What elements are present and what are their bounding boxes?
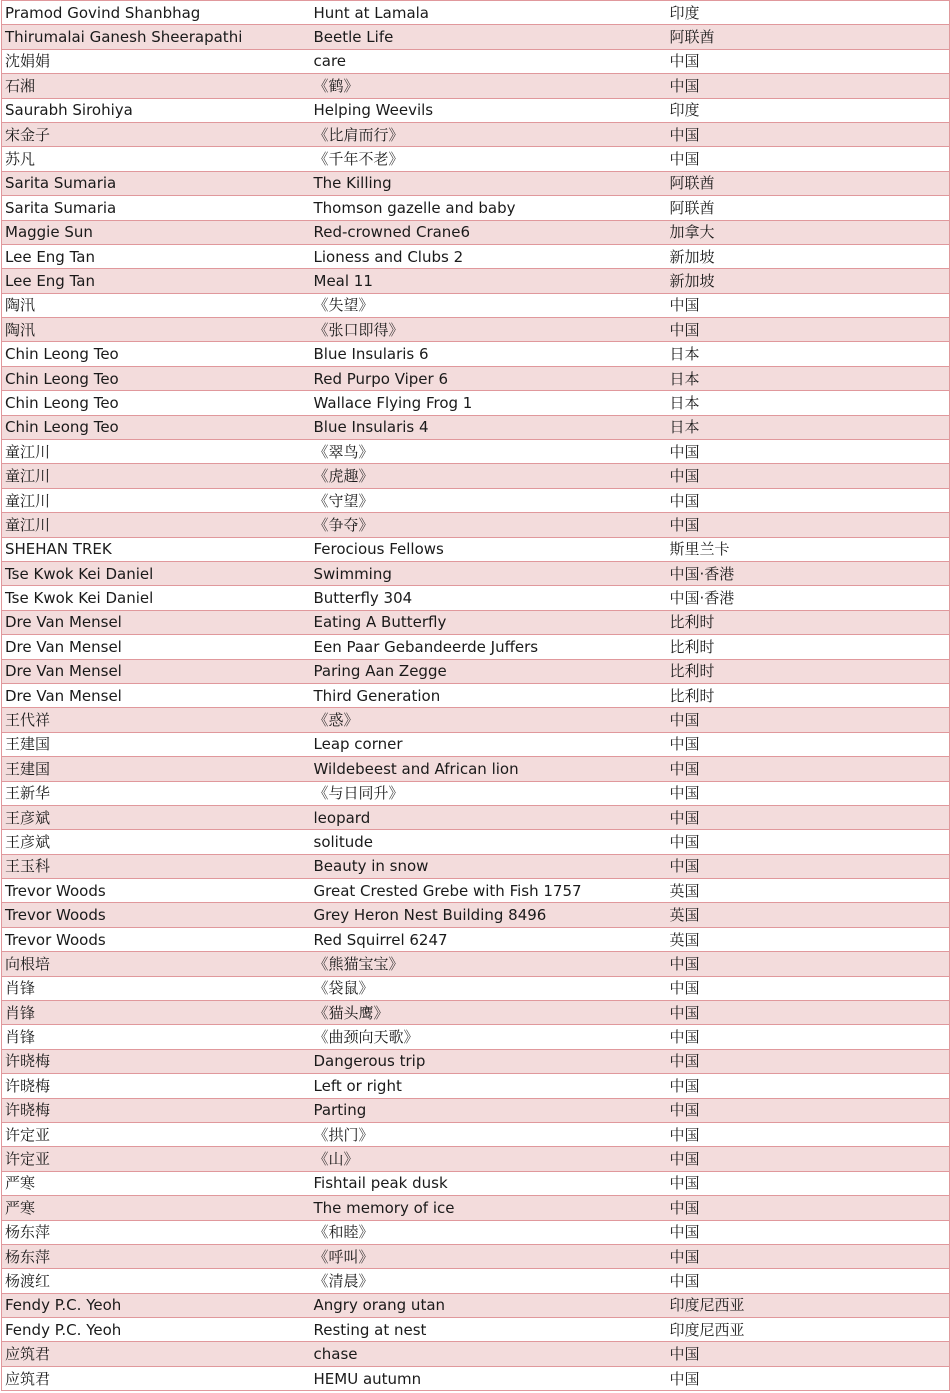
table-row: [2, 1, 950, 25]
work-title-cell: 《袋鼠》: [311, 976, 667, 1000]
photographer-cell: Chin Leong Teo: [2, 342, 311, 366]
table-row: [2, 1220, 950, 1244]
country-cell: 中国: [667, 1074, 950, 1098]
country-cell: 印度尼西亚: [667, 1293, 950, 1317]
table-row: [2, 952, 950, 976]
photographer-cell: Trevor Woods: [2, 903, 311, 927]
table-row: [2, 318, 950, 342]
work-title-cell: Left or right: [311, 1074, 667, 1098]
work-title-cell: 《比肩而行》: [311, 122, 667, 146]
table-row: [2, 244, 950, 268]
photographer-cell: 应筑君: [2, 1366, 311, 1390]
table-row: [2, 1342, 950, 1366]
table-row: [2, 976, 950, 1000]
table-row: [2, 1366, 950, 1390]
photographer-cell: 王玉科: [2, 854, 311, 878]
work-title-cell: Parting: [311, 1098, 667, 1122]
work-title-cell: Great Crested Grebe with Fish 1757: [311, 879, 667, 903]
table-row: [2, 781, 950, 805]
photographer-cell: 许定亚: [2, 1122, 311, 1146]
work-title-cell: Third Generation: [311, 683, 667, 707]
country-cell: 中国: [667, 1171, 950, 1195]
table-row: [2, 757, 950, 781]
photographer-cell: SHEHAN TREK: [2, 537, 311, 561]
work-title-cell: Butterfly 304: [311, 586, 667, 610]
country-cell: 新加坡: [667, 269, 950, 293]
country-cell: 中国: [667, 318, 950, 342]
table-row: [2, 1001, 950, 1025]
table-row: [2, 1098, 950, 1122]
country-cell: 印度: [667, 1, 950, 25]
country-cell: 中国: [667, 49, 950, 73]
table-row: [2, 1147, 950, 1171]
work-title-cell: 《张口即得》: [311, 318, 667, 342]
work-title-cell: Beauty in snow: [311, 854, 667, 878]
photographer-cell: 肖锋: [2, 1025, 311, 1049]
table-row: [2, 708, 950, 732]
photographer-cell: Lee Eng Tan: [2, 269, 311, 293]
work-title-cell: Wildebeest and African lion: [311, 757, 667, 781]
work-title-cell: Meal 11: [311, 269, 667, 293]
country-cell: 中国: [667, 440, 950, 464]
photographer-cell: 肖锋: [2, 1001, 311, 1025]
work-title-cell: Eating A Butterfly: [311, 610, 667, 634]
table-row: [2, 415, 950, 439]
table-row: [2, 854, 950, 878]
country-cell: 中国: [667, 1025, 950, 1049]
photographer-cell: 童江川: [2, 513, 311, 537]
country-cell: 比利时: [667, 659, 950, 683]
country-cell: 中国: [667, 1244, 950, 1268]
photographer-cell: Thirumalai Ganesh Sheerapathi: [2, 25, 311, 49]
work-title-cell: 《猫头鹰》: [311, 1001, 667, 1025]
work-title-cell: 《失望》: [311, 293, 667, 317]
country-cell: 中国·香港: [667, 561, 950, 585]
work-title-cell: 《守望》: [311, 488, 667, 512]
work-title-cell: 《与日同升》: [311, 781, 667, 805]
photographer-cell: Dre Van Mensel: [2, 610, 311, 634]
country-cell: 日本: [667, 342, 950, 366]
work-title-cell: Resting at nest: [311, 1318, 667, 1342]
country-cell: 新加坡: [667, 244, 950, 268]
photographer-cell: 宋金子: [2, 122, 311, 146]
work-title-cell: Een Paar Gebandeerde Juffers: [311, 635, 667, 659]
table-row: [2, 683, 950, 707]
work-title-cell: Leap corner: [311, 732, 667, 756]
work-title-cell: 《千年不老》: [311, 147, 667, 171]
work-title-cell: 《鹤》: [311, 74, 667, 98]
photographer-cell: Dre Van Mensel: [2, 683, 311, 707]
table-row: [2, 879, 950, 903]
table-row: [2, 391, 950, 415]
country-cell: 阿联酋: [667, 196, 950, 220]
work-title-cell: Paring Aan Zegge: [311, 659, 667, 683]
work-title-cell: 《争夺》: [311, 513, 667, 537]
work-title-cell: 《惑》: [311, 708, 667, 732]
work-title-cell: 《呼叫》: [311, 1244, 667, 1268]
photographer-cell: 王建国: [2, 732, 311, 756]
photographer-cell: Chin Leong Teo: [2, 415, 311, 439]
table-row: [2, 147, 950, 171]
table-row: [2, 1244, 950, 1268]
photographer-cell: 王建国: [2, 757, 311, 781]
work-title-cell: Blue Insularis 6: [311, 342, 667, 366]
country-cell: 中国: [667, 513, 950, 537]
work-title-cell: Dangerous trip: [311, 1049, 667, 1073]
country-cell: 中国: [667, 854, 950, 878]
country-cell: 英国: [667, 879, 950, 903]
table-row: [2, 1049, 950, 1073]
country-cell: 印度尼西亚: [667, 1318, 950, 1342]
country-cell: 英国: [667, 903, 950, 927]
table-row: [2, 561, 950, 585]
table-row: [2, 1074, 950, 1098]
work-title-cell: HEMU autumn: [311, 1366, 667, 1390]
photographer-cell: 王代祥: [2, 708, 311, 732]
table-row: [2, 805, 950, 829]
country-cell: 中国: [667, 1342, 950, 1366]
country-cell: 中国: [667, 1147, 950, 1171]
photographer-cell: Trevor Woods: [2, 927, 311, 951]
work-title-cell: 《熊猫宝宝》: [311, 952, 667, 976]
photographer-cell: 肖锋: [2, 976, 311, 1000]
table-row: [2, 25, 950, 49]
photographer-cell: 严寒: [2, 1196, 311, 1220]
photographer-cell: 许定亚: [2, 1147, 311, 1171]
photographer-cell: Sarita Sumaria: [2, 171, 311, 195]
table-row: [2, 98, 950, 122]
table-row: [2, 1171, 950, 1195]
country-cell: 中国: [667, 1269, 950, 1293]
work-title-cell: 《拱门》: [311, 1122, 667, 1146]
photographer-cell: Lee Eng Tan: [2, 244, 311, 268]
photographer-cell: Chin Leong Teo: [2, 366, 311, 390]
country-cell: 中国: [667, 781, 950, 805]
country-cell: 中国: [667, 488, 950, 512]
work-title-cell: Thomson gazelle and baby: [311, 196, 667, 220]
table-row: [2, 830, 950, 854]
work-title-cell: leopard: [311, 805, 667, 829]
table-row: [2, 49, 950, 73]
work-title-cell: Beetle Life: [311, 25, 667, 49]
work-title-cell: Blue Insularis 4: [311, 415, 667, 439]
country-cell: 比利时: [667, 683, 950, 707]
photographer-cell: 杨渡红: [2, 1269, 311, 1293]
photographer-cell: 童江川: [2, 488, 311, 512]
table-row: [2, 732, 950, 756]
photographer-cell: 应筑君: [2, 1342, 311, 1366]
country-cell: 阿联酋: [667, 171, 950, 195]
photographer-cell: 王彦斌: [2, 830, 311, 854]
country-cell: 中国: [667, 952, 950, 976]
table-row: [2, 635, 950, 659]
work-title-cell: Angry orang utan: [311, 1293, 667, 1317]
photographer-cell: Pramod Govind Shanbhag: [2, 1, 311, 25]
photographer-cell: 许晓梅: [2, 1074, 311, 1098]
photographer-cell: 杨东萍: [2, 1244, 311, 1268]
table-row: [2, 1293, 950, 1317]
country-cell: 比利时: [667, 610, 950, 634]
table-row: [2, 464, 950, 488]
table-row: [2, 513, 950, 537]
table-row: [2, 122, 950, 146]
country-cell: 日本: [667, 415, 950, 439]
work-title-cell: 《虎趣》: [311, 464, 667, 488]
country-cell: 英国: [667, 927, 950, 951]
photographer-cell: 童江川: [2, 464, 311, 488]
country-cell: 中国: [667, 1366, 950, 1390]
work-title-cell: Red Squirrel 6247: [311, 927, 667, 951]
work-title-cell: 《和睦》: [311, 1220, 667, 1244]
table-row: [2, 293, 950, 317]
photographer-cell: Trevor Woods: [2, 879, 311, 903]
photographer-cell: 许晓梅: [2, 1098, 311, 1122]
work-title-cell: Ferocious Fellows: [311, 537, 667, 561]
table-row: [2, 196, 950, 220]
photographer-cell: 童江川: [2, 440, 311, 464]
country-cell: 日本: [667, 366, 950, 390]
work-title-cell: Wallace Flying Frog 1: [311, 391, 667, 415]
photographer-cell: Fendy P.C. Yeoh: [2, 1293, 311, 1317]
table-row: [2, 1318, 950, 1342]
table-row: [2, 659, 950, 683]
photographer-cell: Tse Kwok Kei Daniel: [2, 586, 311, 610]
country-cell: 中国: [667, 74, 950, 98]
table-row: [2, 537, 950, 561]
work-title-cell: chase: [311, 1342, 667, 1366]
work-title-cell: Fishtail peak dusk: [311, 1171, 667, 1195]
photographer-cell: 王彦斌: [2, 805, 311, 829]
photographer-cell: Sarita Sumaria: [2, 196, 311, 220]
photographer-cell: 杨东萍: [2, 1220, 311, 1244]
work-title-cell: Lioness and Clubs 2: [311, 244, 667, 268]
table-row: [2, 1122, 950, 1146]
photographer-cell: Dre Van Mensel: [2, 659, 311, 683]
country-cell: 阿联酋: [667, 25, 950, 49]
table-row: [2, 586, 950, 610]
country-cell: 中国: [667, 1122, 950, 1146]
country-cell: 中国: [667, 1049, 950, 1073]
work-title-cell: 《清晨》: [311, 1269, 667, 1293]
table-row: [2, 927, 950, 951]
country-cell: 日本: [667, 391, 950, 415]
work-title-cell: care: [311, 49, 667, 73]
entries-table-body: [2, 1, 950, 1391]
photographer-cell: Chin Leong Teo: [2, 391, 311, 415]
photographer-cell: 王新华: [2, 781, 311, 805]
photographer-cell: Tse Kwok Kei Daniel: [2, 561, 311, 585]
photographer-cell: Saurabh Sirohiya: [2, 98, 311, 122]
photographer-cell: 苏凡: [2, 147, 311, 171]
photographer-cell: 沈娟娟: [2, 49, 311, 73]
country-cell: 中国: [667, 708, 950, 732]
work-title-cell: 《曲颈向天歌》: [311, 1025, 667, 1049]
photographer-cell: 严寒: [2, 1171, 311, 1195]
work-title-cell: 《翠鸟》: [311, 440, 667, 464]
country-cell: 中国·香港: [667, 586, 950, 610]
country-cell: 中国: [667, 757, 950, 781]
work-title-cell: 《山》: [311, 1147, 667, 1171]
table-row: [2, 610, 950, 634]
work-title-cell: The Killing: [311, 171, 667, 195]
table-row: [2, 440, 950, 464]
photographer-cell: 陶汛: [2, 293, 311, 317]
country-cell: 中国: [667, 147, 950, 171]
country-cell: 中国: [667, 1220, 950, 1244]
table-row: [2, 1269, 950, 1293]
photographer-cell: 许晓梅: [2, 1049, 311, 1073]
country-cell: 中国: [667, 976, 950, 1000]
work-title-cell: Red Purpo Viper 6: [311, 366, 667, 390]
country-cell: 中国: [667, 464, 950, 488]
country-cell: 中国: [667, 1196, 950, 1220]
table-row: [2, 74, 950, 98]
photographer-cell: 向根培: [2, 952, 311, 976]
work-title-cell: Hunt at Lamala: [311, 1, 667, 25]
table-row: [2, 1025, 950, 1049]
work-title-cell: Helping Weevils: [311, 98, 667, 122]
work-title-cell: The memory of ice: [311, 1196, 667, 1220]
entries-table: [1, 0, 950, 1391]
country-cell: 加拿大: [667, 220, 950, 244]
country-cell: 中国: [667, 732, 950, 756]
country-cell: 比利时: [667, 635, 950, 659]
table-row: [2, 1196, 950, 1220]
country-cell: 中国: [667, 122, 950, 146]
photographer-cell: Maggie Sun: [2, 220, 311, 244]
country-cell: 中国: [667, 1098, 950, 1122]
photographer-cell: 石湘: [2, 74, 311, 98]
table-row: [2, 342, 950, 366]
country-cell: 中国: [667, 805, 950, 829]
table-row: [2, 366, 950, 390]
country-cell: 中国: [667, 830, 950, 854]
table-row: [2, 903, 950, 927]
photographer-cell: Dre Van Mensel: [2, 635, 311, 659]
table-row: [2, 488, 950, 512]
table-row: [2, 220, 950, 244]
country-cell: 中国: [667, 1001, 950, 1025]
photographer-cell: Fendy P.C. Yeoh: [2, 1318, 311, 1342]
country-cell: 印度: [667, 98, 950, 122]
photographer-cell: 陶汛: [2, 318, 311, 342]
work-title-cell: solitude: [311, 830, 667, 854]
work-title-cell: Grey Heron Nest Building 8496: [311, 903, 667, 927]
table-row: [2, 269, 950, 293]
work-title-cell: Swimming: [311, 561, 667, 585]
country-cell: 中国: [667, 293, 950, 317]
country-cell: 斯里兰卡: [667, 537, 950, 561]
table-row: [2, 171, 950, 195]
work-title-cell: Red-crowned Crane6: [311, 220, 667, 244]
